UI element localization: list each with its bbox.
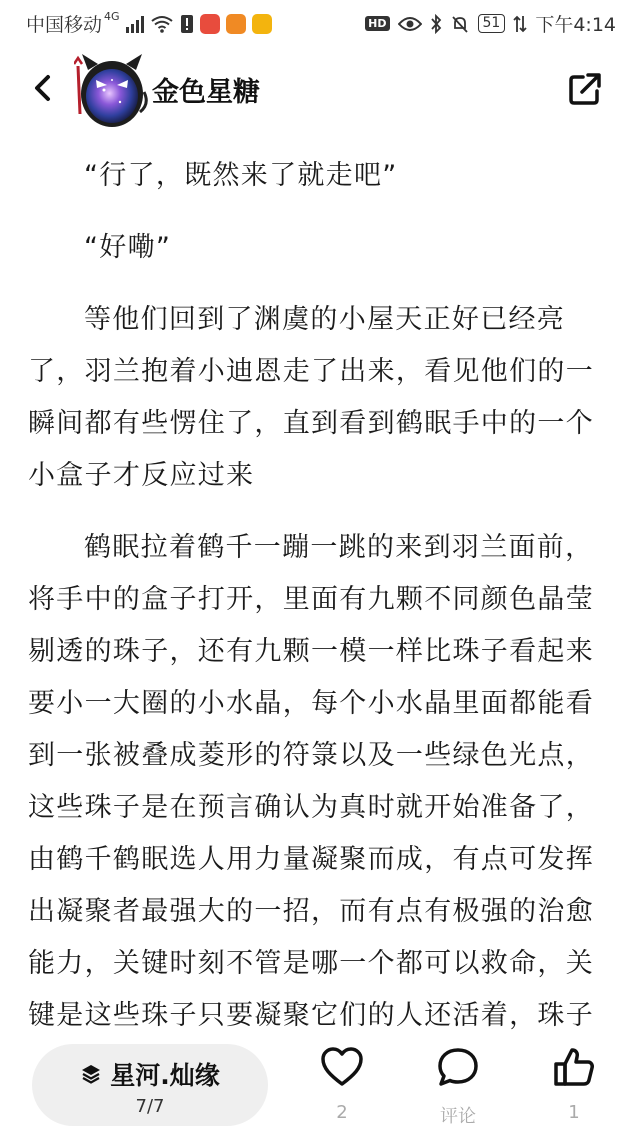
collection-button[interactable] [32,1044,268,1126]
comment-bubble-icon [436,1046,480,1088]
article-paragraph: 等他们回到了渊虞的小屋天正好已经亮了，羽兰抱着小迪恩走了出来，看见他们的一瞬间都有些愣住了，直到看到鹤眠手中的一个小盒子才反应过来 [28,304,594,491]
thumbs-up-button[interactable] [534,1046,614,1123]
like-count: 2 [336,1102,348,1123]
clock: 下午4:14 [535,14,616,36]
layers-icon [80,1063,102,1085]
bluetooth-icon [430,14,442,34]
article-body [28,150,614,1036]
author-avatar[interactable] [74,50,150,130]
comment-button[interactable] [418,1046,498,1128]
page-title: 金色星糖 [152,77,260,108]
thumbs-up-icon [552,1046,596,1088]
share-icon [566,70,604,108]
app-header [0,48,640,132]
signal-icon [126,15,144,33]
comment-label: 评论 [440,1106,476,1127]
carrier-label: 中国移动 [26,14,103,36]
eye-icon [398,16,422,32]
network-type: 4G [104,10,120,23]
heart-icon [320,1046,364,1088]
battery-indicator: 51 [478,14,506,33]
data-transfer-icon [513,14,527,34]
article-paragraph: 鹤眠拉着鹤千一蹦一跳的来到羽兰面前，将手中的盒子打开，里面有九颗不同颜色晶莹剔透的珠子，还有九颗一模一样比珠子看起来要小一大圈的小水晶，每个小水晶里面都能看到一张被叠成菱形的符箓以及一些绿色光点，这些珠子是在预言确认为真时就开始准备了，由鹤千鹤眠选人用力量凝聚而成，有点可发挥出凝聚者最强大的一招，而有点有极强的治愈能力，关键时刻不管是哪一个都可以救命，关键是这些珠子只要凝聚它们的人还活着，珠子 [28,532,594,1031]
status-bar [0,0,640,44]
hd-badge: HD [365,16,389,31]
mute-bell-icon [450,14,470,34]
video-app-icon [226,14,246,34]
chevron-left-icon [26,70,62,106]
alert-notification-icon [180,14,194,34]
like-button[interactable] [302,1046,382,1123]
share-button[interactable] [566,70,604,108]
article-paragraph: “行了，既然来了就走吧” [84,160,398,191]
back-button[interactable] [26,70,62,106]
app-notification-icon [200,14,220,34]
thumbs-up-count: 1 [568,1102,580,1123]
collection-page-indicator: 7/7 [135,1096,165,1117]
article-paragraph: “好嘞” [84,232,172,263]
collection-name: 星河.灿缘 [110,1061,220,1090]
wifi-icon [150,15,174,33]
bottom-action-bar [0,1040,640,1138]
message-app-icon [252,14,272,34]
